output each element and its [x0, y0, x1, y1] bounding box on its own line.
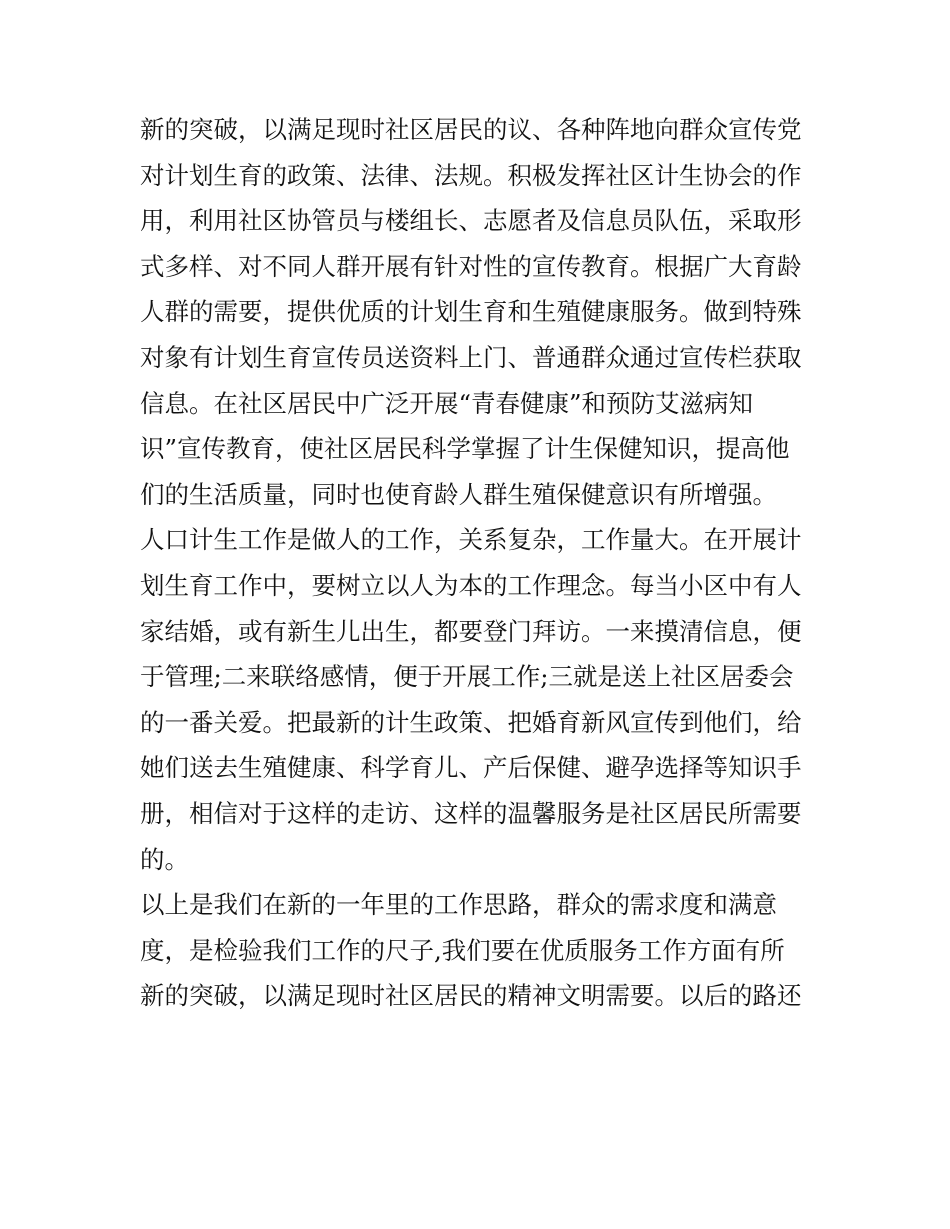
text-line: 新的突破，以满足现时社区居民的精神文明需要。以后的路还 [140, 981, 802, 1011]
text-line: 册，相信对于这样的走访、这样的温馨服务是社区居民所需要 [140, 798, 802, 828]
text-line: 家结婚，或有新生儿出生，都要登门拜访。一来摸清信息，便 [140, 616, 802, 646]
text-line: 式多样、对不同人群开展有针对性的宣传教育。根据广大育龄 [140, 251, 802, 281]
text-line: 以上是我们在新的一年里的工作思路，群众的需求度和满意 [140, 890, 777, 920]
text-line: 的一番关爱。把最新的计生政策、把婚育新风宣传到他们，给 [140, 707, 802, 737]
text-line: 新的突破，以满足现时社区居民的议、各种阵地向群众宣传党 [140, 115, 802, 144]
text-line: 对象有计划生育宣传员送资料上门、普通群众通过宣传栏获取 [140, 342, 802, 372]
text-line: 于管理;二来联络感情，便于开展工作;三就是送上社区居委会 [140, 662, 794, 692]
text-line: 识”宣传教育，使社区居民科学掌握了计生保健知识，提高他 [140, 434, 790, 464]
text-line: 的。 [140, 844, 189, 874]
text-line: 信息。在社区居民中广泛开展“青春健康”和预防艾滋病知 [140, 388, 754, 418]
text-line: 们的生活质量，同时也使育龄人群生殖保健意识有所增强。 [140, 479, 777, 509]
text-line: 对计划生育的政策、法律、法规。积极发挥社区计生协会的作 [140, 160, 802, 190]
text-line: 用，利用社区协管员与楼组长、志愿者及信息员队伍，采取形 [140, 206, 802, 236]
text-line: 人口计生工作是做人的工作，关系复杂，工作量大。在开展计 [140, 525, 802, 555]
body-text [140, 107, 830, 1019]
text-line: 度，是检验我们工作的尺子,我们要在优质服务工作方面有所 [140, 935, 785, 965]
text-line: 划生育工作中，要树立以人为本的工作理念。每当小区中有人 [140, 570, 802, 600]
text-line: 人群的需要，提供优质的计划生育和生殖健康服务。做到特殊 [140, 297, 802, 327]
text-line: 她们送去生殖健康、科学育儿、产后保健、避孕选择等知识手 [140, 753, 802, 783]
